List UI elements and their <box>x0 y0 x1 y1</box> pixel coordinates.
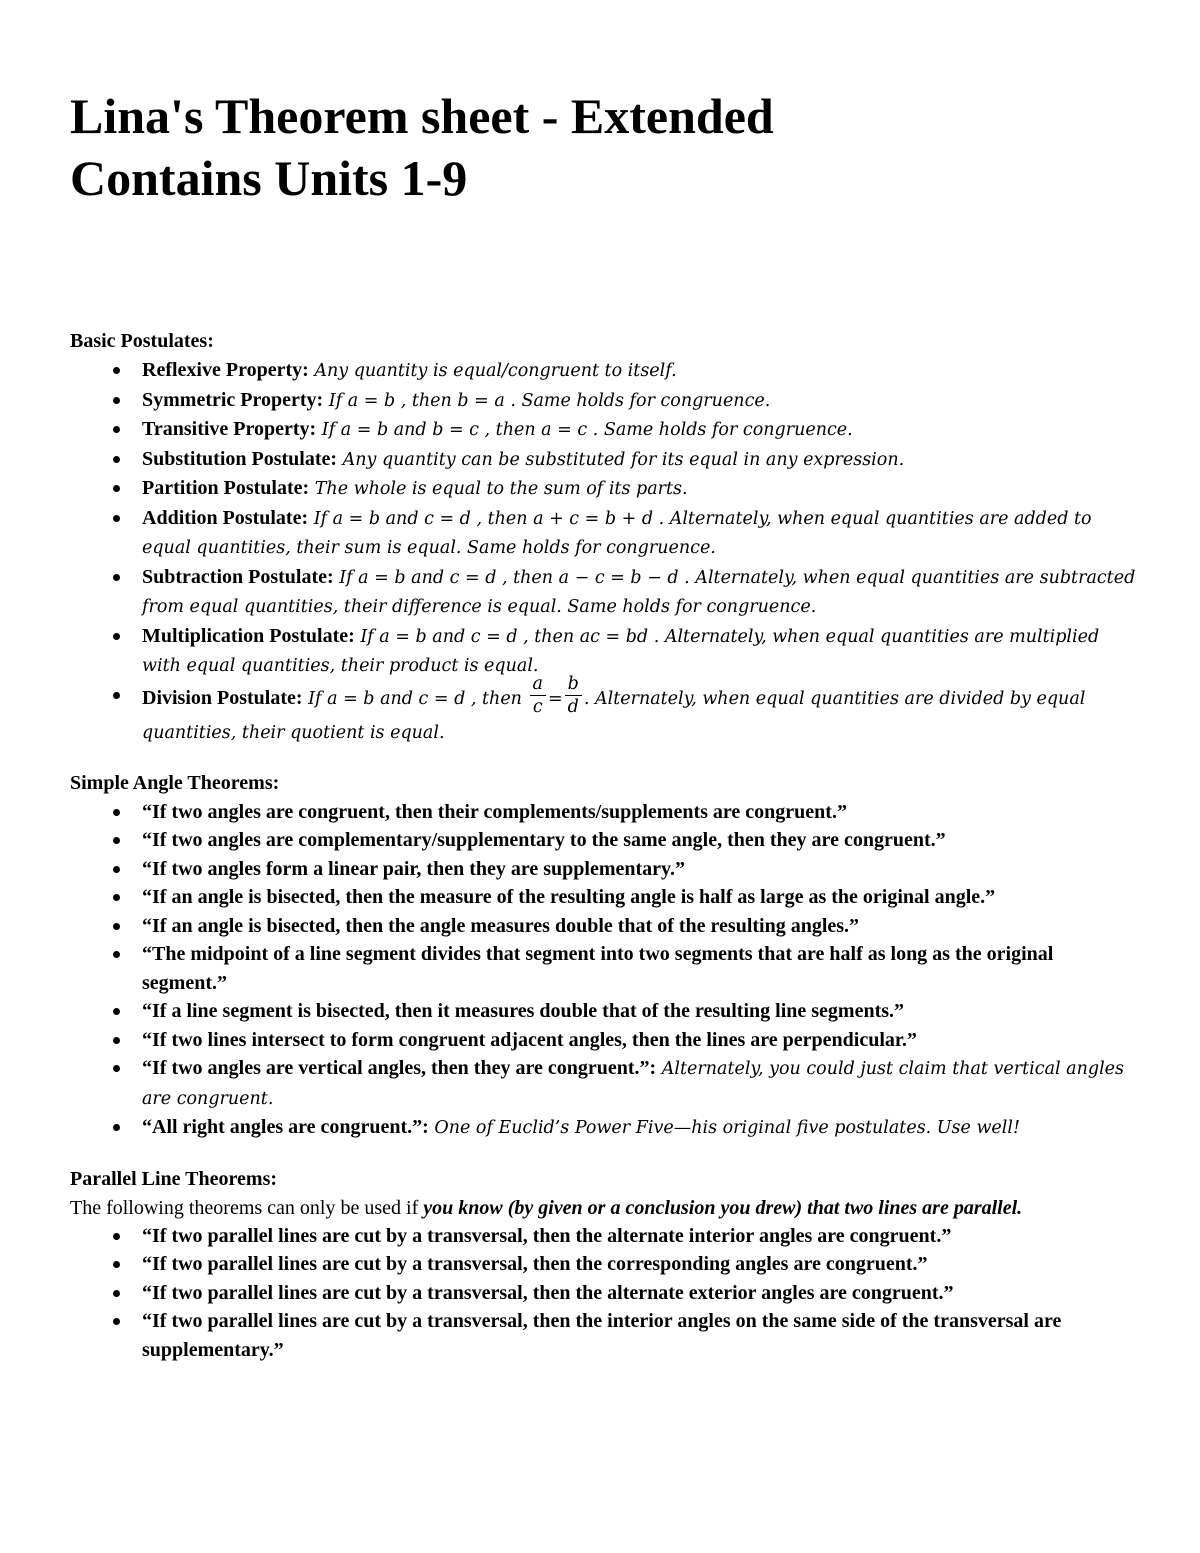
term: Reflexive Property: <box>142 359 309 381</box>
list-item <box>70 1250 1140 1279</box>
list-item <box>70 883 1140 912</box>
theorem-quote: “All right angles are congruent.”: <box>142 1116 429 1138</box>
definition-after: . Alternately, when equal quantities are divided by equal quantities, their quotient is equal. <box>142 688 1086 743</box>
theorem-quote: “If an angle is bisected, then the measure of the resulting angle is half as large as the original angle.” <box>142 886 996 908</box>
fraction-b-over-d <box>565 673 582 718</box>
section-heading: Simple Angle Theorems: <box>70 771 280 794</box>
list-item <box>70 826 1140 855</box>
section-heading: Basic Postulates: <box>70 330 214 352</box>
section-simple-angle-theorems <box>70 769 1140 1143</box>
term: Partition Postulate: <box>142 477 310 499</box>
numerator: b <box>565 673 582 696</box>
list-item <box>70 504 1140 563</box>
theorem-quote: “If two parallel lines are cut by a transversal, then the alternate interior angles are congruent.” <box>142 1224 952 1247</box>
theorem-quote: “If an angle is bisected, then the angle measures double that of the resulting angles.” <box>142 914 860 937</box>
list-item <box>70 415 1140 445</box>
section-parallel-line-theorems <box>70 1165 1140 1365</box>
section-heading: Parallel Line Theorems: <box>70 1167 278 1190</box>
theorem-list <box>70 798 1140 1143</box>
definition: The whole is equal to the sum of its parts. <box>309 479 688 499</box>
section-basic-postulates <box>70 327 1140 747</box>
list-item <box>70 855 1140 884</box>
theorem-quote: “If a line segment is bisected, then it measures double that of the resulting line segments.” <box>142 1000 905 1022</box>
denominator: c <box>532 696 543 717</box>
list-item <box>70 474 1140 504</box>
definition-before: If a = b and c = d , then <box>302 688 528 709</box>
theorem-quote: “If two parallel lines are cut by a transversal, then the alternate exterior angles are congruent.” <box>142 1281 954 1304</box>
definition: If a = b and c = d , then a − c = b − d . Alternately, when equal quantities are subtracted from equal quantities, their difference is equal. Same holds for congruence. <box>142 567 1136 617</box>
definition: If a = b and c = d , then ac = bd . Alternately, when equal quantities are multiplied with equal quantities, their product is equal. <box>142 626 1100 676</box>
definition: Any quantity is equal/congruent to itself. <box>308 361 677 381</box>
definition: If a = b and c = d , then a + c = b + d . Alternately, when equal quantities are added to equal quantities, their sum is equal. Same holds for congruence. <box>142 508 1092 558</box>
term: Addition Postulate: <box>142 506 309 529</box>
term: Subtraction Postulate: <box>142 565 334 588</box>
theorem-list <box>70 1222 1140 1365</box>
list-item <box>70 1279 1140 1308</box>
list-item <box>70 798 1140 827</box>
list-item <box>70 912 1140 941</box>
list-item <box>70 1307 1140 1364</box>
definition: Any quantity can be substituted for its equal in any expression. <box>337 449 905 470</box>
title-block <box>70 85 1140 209</box>
list-item <box>70 563 1140 622</box>
theorem-comment: Alternately, you could just claim that vertical angles are congruent. <box>142 1059 1125 1109</box>
document-page <box>70 85 1140 1386</box>
list-item <box>70 386 1140 416</box>
numerator: a <box>530 673 546 696</box>
list-item <box>70 356 1140 386</box>
title-line-2: Contains Units 1-9 <box>70 150 468 206</box>
term: Transitive Property: <box>142 418 317 440</box>
term: Substitution Postulate: <box>142 447 338 470</box>
fraction-a-over-c <box>530 673 546 718</box>
theorem-quote: “If two parallel lines are cut by a transversal, then the corresponding angles are congruent.” <box>142 1253 928 1275</box>
list-item <box>70 445 1140 475</box>
section-intro <box>70 1194 1140 1222</box>
list-item <box>70 1113 1140 1143</box>
list-item <box>70 673 1140 747</box>
definition: If a = b , then b = a . Same holds for congruence. <box>323 390 771 411</box>
list-item <box>70 1026 1140 1055</box>
equals-sign: = <box>547 688 563 709</box>
list-item <box>70 997 1140 1026</box>
theorem-comment: One of Euclid’s Power Five—his original five postulates. Use well! <box>428 1118 1021 1138</box>
term: Multiplication Postulate: <box>142 624 355 647</box>
list-item <box>70 1222 1140 1251</box>
theorem-quote: “If two angles are complementary/supplementary to the same angle, then they are congruent.” <box>142 829 946 851</box>
theorem-quote: “If two angles are vertical angles, then they are congruent.”: <box>142 1057 657 1079</box>
intro-text: The following theorems can only be used if <box>70 1196 424 1219</box>
theorem-quote: “If two lines intersect to form congruent adjacent angles, then the lines are perpendicular.” <box>142 1028 917 1051</box>
definition: If a = b and b = c , then a = c . Same holds for congruence. <box>316 420 853 440</box>
postulate-list <box>70 356 1140 747</box>
theorem-quote: “If two angles are congruent, then their complements/supplements are congruent.” <box>142 800 847 823</box>
term: Division Postulate: <box>142 686 303 709</box>
list-item <box>70 1054 1140 1113</box>
title-line-1: Lina's Theorem sheet - Extended <box>70 88 774 144</box>
intro-emphasis: you know (by given or a conclusion you drew) that two lines are parallel. <box>423 1196 1023 1219</box>
list-item <box>70 622 1140 681</box>
theorem-quote: “If two parallel lines are cut by a transversal, then the interior angles on the same side of the transversal are supplementary.” <box>142 1310 1062 1361</box>
theorem-quote: “The midpoint of a line segment divides that segment into two segments that are half as long as the original segment.” <box>142 943 1054 994</box>
list-item <box>70 940 1140 997</box>
denominator: d <box>567 696 579 717</box>
term: Symmetric Property: <box>142 388 324 411</box>
theorem-quote: “If two angles form a linear pair, then they are supplementary.” <box>142 857 685 880</box>
